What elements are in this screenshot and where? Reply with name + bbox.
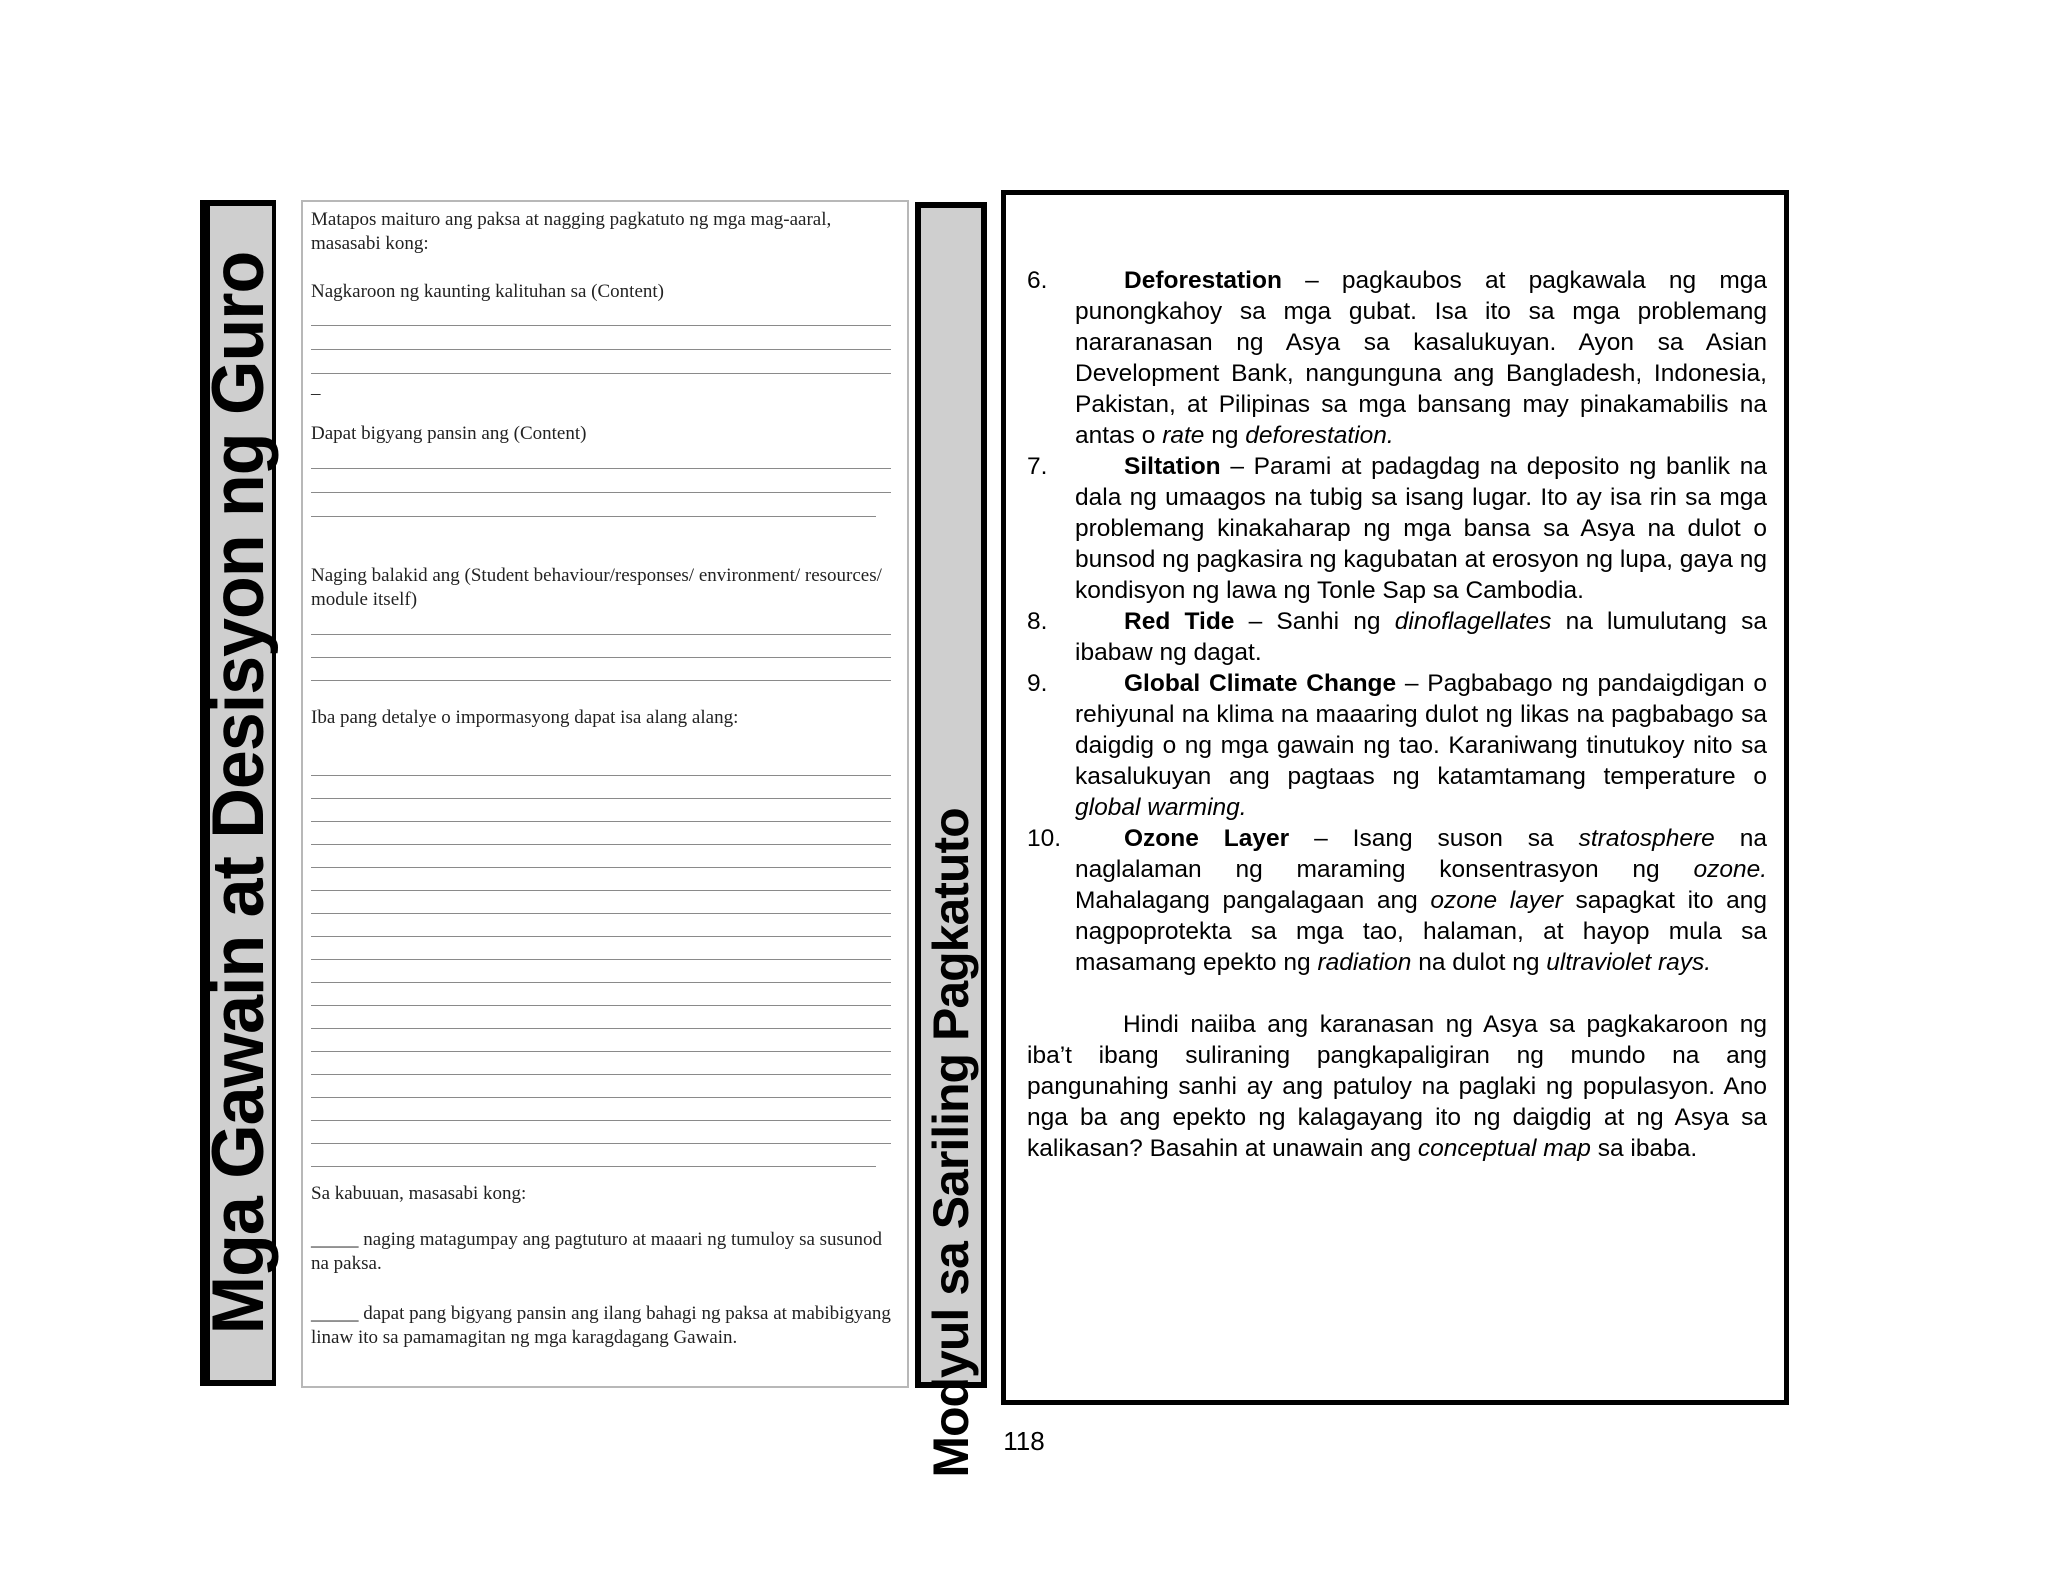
item-text: – Sanhi ng <box>1234 608 1395 635</box>
left-vertical-banner <box>197 200 279 1386</box>
answer-line <box>311 1120 891 1121</box>
paragraph-text: sa ibaba. <box>1590 1135 1698 1162</box>
glossary-item-ozone-layer <box>1027 823 1767 978</box>
item-text: – pagkaubos at pagkawala ng mga punongkahoy sa mga gubat. Isa ito sa mga problemang nararanasan ng Asya sa kasalukuyan. Ayon sa Asian Development Bank, nangunguna ang Bangladesh, Indonesia, Pakistan, at Pilipinas sa mga bansang may pinakamabilis na antas o <box>1075 267 1767 449</box>
answer-line <box>311 959 891 960</box>
item-text: na naglalaman ng maraming konsentrasyon ng <box>1075 825 1767 883</box>
answer-line <box>311 867 891 868</box>
form-option-success <box>311 1228 891 1276</box>
item-text: – Parami at padagdag na deposito ng banlik na dala ng umaagos na tubig sa isang lugar. Ito ay isa rin sa mga problemang kinakaharap ng mga bansa sa Asya na dulot o bunsod ng pagkasira ng kagubatan at erosyon ng lupa, gaya ng kondisyon ng lawa ng Tonle Sap sa Cambodia. <box>1075 453 1767 604</box>
answer-line <box>311 349 891 350</box>
item-italic: deforestation. <box>1245 422 1394 449</box>
option-text: dapat pang bigyang pansin ang ilang bahagi ng paksa at mabibigyang linaw ito sa pamamagitan ng mga karagdagang Gawain. <box>311 1303 891 1348</box>
paragraph-text: Hindi naiiba ang karanasan ng Asya sa pagkakaroon ng iba’t ibang suliraning pangkapaligiran ng mundo na ang pangunahing sanhi ay ang patuloy na paglaki ng populasyon. Ano nga ba ang epekto ng kalagayang ito ng daigdig at ng Asya sa kalikasan? Basahin at unawain ang <box>1027 1011 1767 1162</box>
answer-line <box>311 775 891 776</box>
glossary-item-deforestation <box>1027 265 1767 451</box>
answer-line <box>311 936 891 937</box>
answer-line <box>311 680 891 681</box>
answer-line <box>311 325 891 326</box>
form-intro: Matapos maituro ang paksa at nagging pagkatuto ng mga mag-aaral, masasabi kong: <box>311 209 832 254</box>
item-term: Siltation <box>1124 453 1221 480</box>
item-text: – Pagbabago ng pandaigdigan o rehiyunal na klima na maaaring dulot ng likas na pagbabago sa daigdig o ng mga gawain ng tao. Karaniwang tinutukoy nito sa kasalukuyan ang pagtaas ng katamtamang temperature o <box>1075 670 1767 790</box>
answer-line <box>311 1074 891 1075</box>
item-number: 6. <box>1027 267 1048 294</box>
item-term: Ozone Layer <box>1124 825 1290 852</box>
answer-line <box>311 634 891 635</box>
item-text: na dulot ng <box>1411 949 1547 976</box>
answer-line <box>311 1166 876 1167</box>
form-option-needs-attention <box>311 1302 891 1350</box>
item-italic: stratosphere <box>1578 825 1715 852</box>
item-text: na lumulutang sa ibabaw ng dagat. <box>1075 608 1767 666</box>
item-text: ng <box>1204 422 1246 449</box>
item-number: 9. <box>1027 670 1048 697</box>
page-number: 118 <box>1003 1426 1045 1456</box>
glossary-item-global-climate-change <box>1027 668 1767 823</box>
option-blank: _____ <box>311 1229 359 1250</box>
item-body <box>1075 823 1767 978</box>
answer-line <box>311 982 891 983</box>
item-body <box>1075 451 1767 606</box>
item-body <box>1075 606 1767 668</box>
answer-line <box>311 913 891 914</box>
left-banner-title: Mga Gawain at Desisyon ng Guro <box>197 251 279 1335</box>
answer-line <box>311 492 891 493</box>
answer-line <box>311 468 891 469</box>
form-section-other-details: Iba pang detalye o impormasyong dapat isa alang alang: <box>311 707 739 728</box>
item-number: 8. <box>1027 608 1048 635</box>
answer-line <box>311 1143 891 1144</box>
middle-vertical-banner <box>915 202 987 1478</box>
answer-line <box>311 1005 891 1006</box>
answer-line <box>311 821 891 822</box>
answer-line <box>311 1028 891 1029</box>
form-section-obstacles: Naging balakid ang (Student behaviour/responses/ environment/ resources/ module itself) <box>311 565 882 610</box>
answer-line <box>311 1051 891 1052</box>
teacher-reflection-form <box>301 200 909 1388</box>
glossary-content <box>1027 265 1767 1164</box>
item-text: – Isang suson sa <box>1289 825 1579 852</box>
glossary-box <box>1001 190 1789 1405</box>
item-body <box>1075 265 1767 451</box>
option-blank: _____ <box>311 1303 359 1324</box>
glossary-item-red-tide <box>1027 606 1767 668</box>
answer-line <box>311 373 891 374</box>
item-italic: global warming. <box>1075 794 1247 821</box>
form-section-confusion: Nagkaroon ng kaunting kalituhan sa (Content) <box>311 281 665 302</box>
answer-line <box>311 516 876 517</box>
item-number: 10. <box>1027 825 1062 852</box>
item-number: 7. <box>1027 453 1048 480</box>
closing-paragraph <box>1027 1009 1767 1164</box>
form-dash: – <box>311 383 321 404</box>
item-term: Global Climate Change <box>1124 670 1397 697</box>
item-term: Red Tide <box>1124 608 1235 635</box>
paragraph-italic: conceptual map <box>1417 1135 1591 1162</box>
answer-line <box>311 890 891 891</box>
item-text: sapagkat ito ang nagpoprotekta sa mga tao, halaman, at hayop mula sa masamang epekto ng <box>1075 887 1768 976</box>
glossary-item-siltation <box>1027 451 1767 606</box>
item-italic: ultraviolet rays. <box>1546 949 1712 976</box>
answer-line <box>311 657 891 658</box>
answer-line <box>311 844 891 845</box>
item-italic: dinoflagellates <box>1394 608 1552 635</box>
option-text: naging matagumpay ang pagtuturo at maaari ng tumuloy sa susunod na paksa. <box>311 1229 882 1274</box>
answer-line <box>311 798 891 799</box>
item-text: Mahalagang pangalagaan ang <box>1075 887 1431 914</box>
form-section-attention: Dapat bigyang pansin ang (Content) <box>311 423 587 444</box>
item-italic: radiation <box>1317 949 1412 976</box>
item-italic: ozone. <box>1693 856 1767 883</box>
form-summary: Sa kabuuan, masasabi kong: <box>311 1183 527 1204</box>
item-italic: rate <box>1162 422 1205 449</box>
middle-banner-title: Modyul sa Sariling Pagkatuto <box>923 808 979 1478</box>
item-term: Deforestation <box>1124 267 1282 294</box>
item-body <box>1075 668 1767 823</box>
answer-line <box>311 1097 891 1098</box>
item-italic: ozone layer <box>1430 887 1563 914</box>
